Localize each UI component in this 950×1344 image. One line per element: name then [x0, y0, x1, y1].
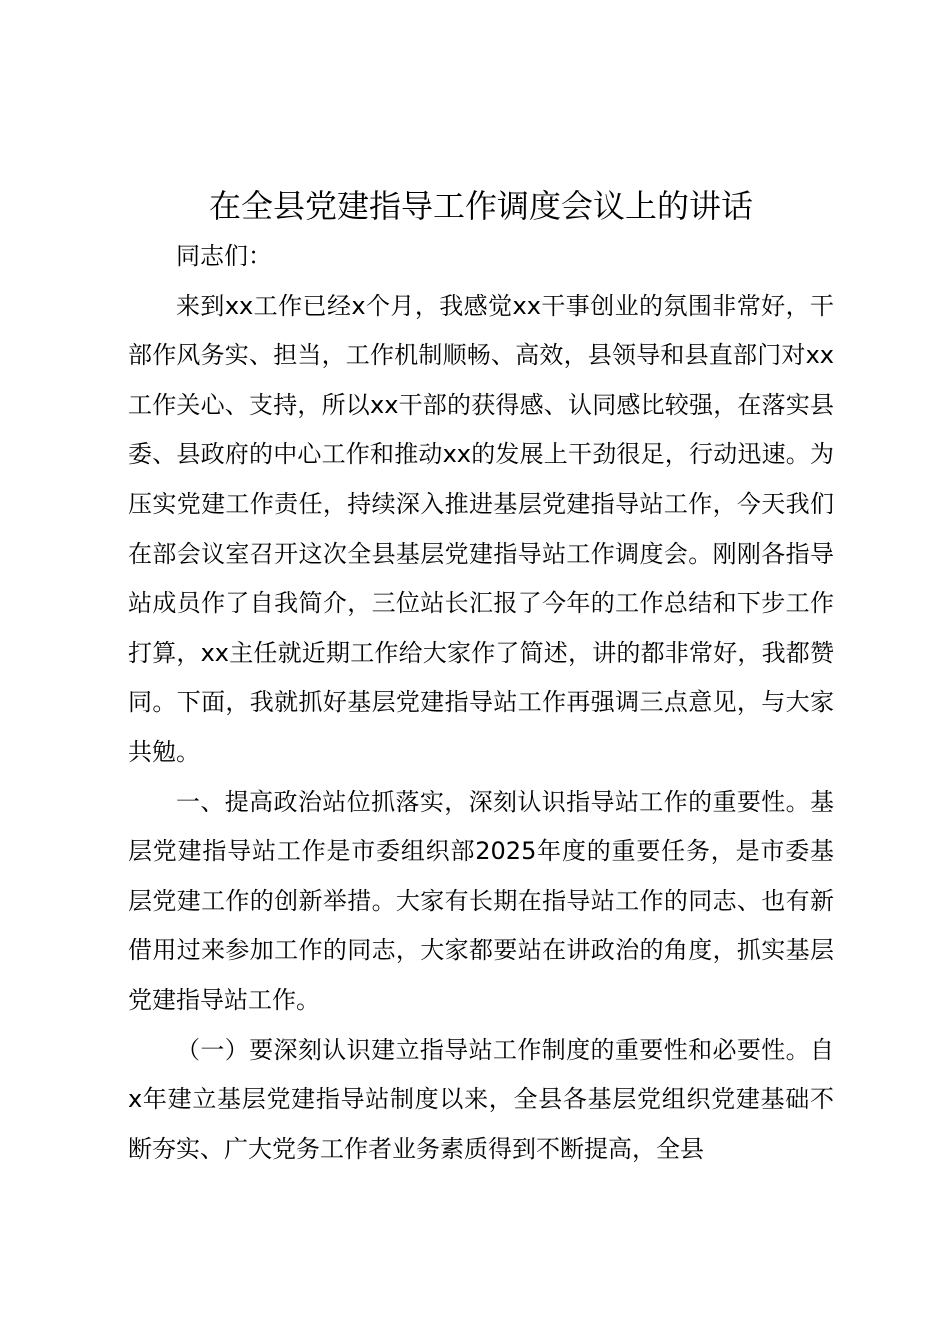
- page-title: 在全县党建指导工作调度会议上的讲话: [208, 187, 753, 225]
- paragraph-1: 来到xx工作已经x个月，我感觉xx干事创业的氛围非常好，干部作风务实、担当，工作机制顺畅、高效，县领导和县直部门对xx工作关心、支持，所以xx干部的获得感、认同感比较强，在落实县委、县政府的中心工作和推动xx的发展上干劲很足，行动迅速。为压实党建工作责任，持续深入推进基层党建指导站工作，今天我们在部会议室召开这次全县基层党建指导站工作调度会。刚刚各指导站成员作了自我简介，三位站长汇报了今年的工作总结和下步工作打算，xx主任就近期工作给大家作了简述，讲的都非常好，我都赞同。下面，我就抓好基层党建指导站工作再强调三点意见，与大家共勉。: [128, 291, 834, 766]
- body-text: [128, 232, 834, 1174]
- paragraph-3: （一）要深刻认识建立指导站工作制度的重要性和必要性。自x年建立基层党建指导站制度以来，全县各基层党组织党建基础不断夯实、广大党务工作者业务素质得到不断提高，全县: [128, 1035, 834, 1163]
- paragraph-2: 一、提高政治站位抓落实，深刻认识指导站工作的重要性。基层党建指导站工作是市委组织部2025年度的重要任务，是市委基层党建工作的创新举措。大家有长期在指导站工作的同志、也有新借用过来参加工作的同志，大家都要站在讲政治的角度，抓实基层党建指导站工作。: [128, 787, 834, 1014]
- salutation: 同志们：: [176, 242, 272, 270]
